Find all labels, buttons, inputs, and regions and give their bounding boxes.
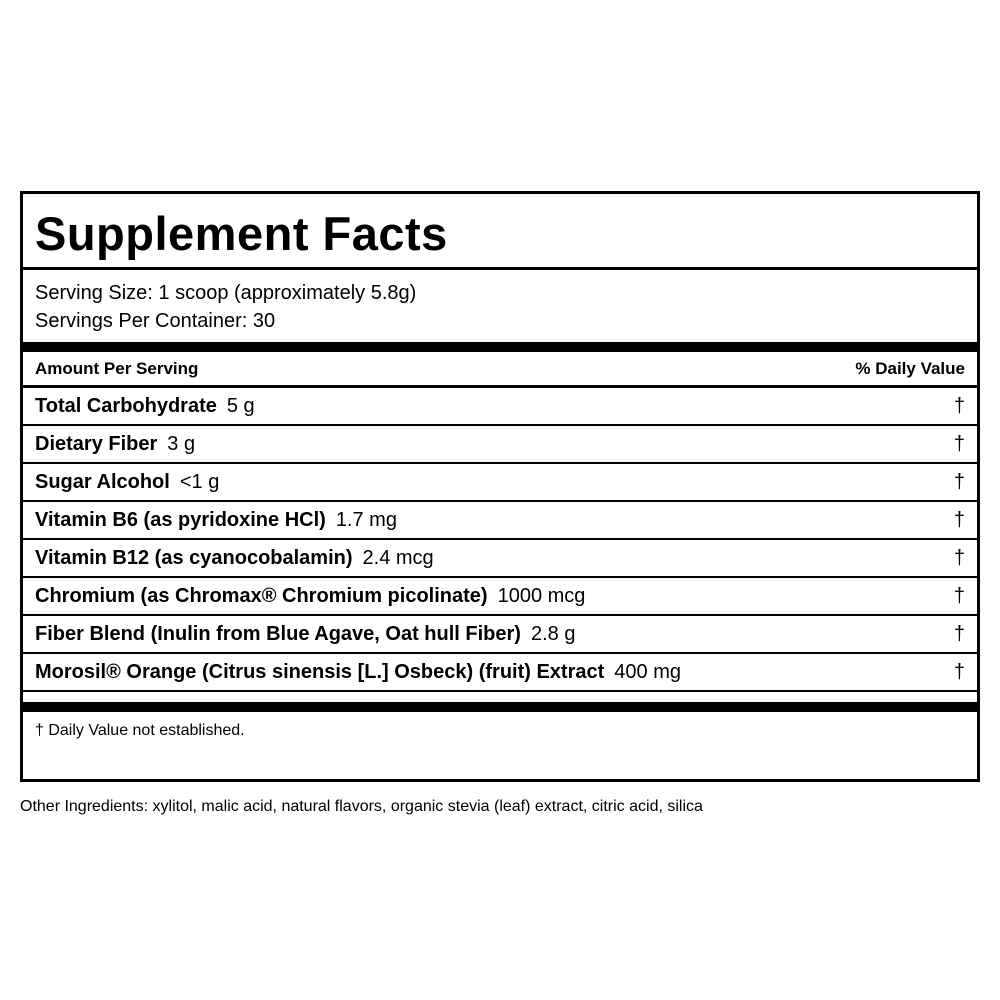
nutrient-name: Chromium (as Chromax® Chromium picolinate) 1000 mcg — [35, 585, 586, 607]
nutrient-dv: † — [953, 509, 965, 531]
title-box — [23, 194, 977, 270]
nutrient-name: Dietary Fiber 3 g — [35, 433, 196, 455]
nutrient-dv: † — [953, 547, 965, 569]
servings-per-container: Servings Per Container: 30 — [35, 310, 276, 332]
column-header-row — [23, 352, 977, 388]
supplement-facts-panel — [20, 191, 980, 782]
amount-per-serving-header: Amount Per Serving — [35, 359, 199, 378]
footnote-box — [23, 712, 977, 782]
nutrient-amount: 5 g — [226, 395, 255, 417]
nutrient-row — [23, 502, 977, 540]
nutrient-name: Vitamin B6 (as pyridoxine HCl) 1.7 mg — [35, 509, 397, 531]
nutrient-amount: 2.8 g — [530, 623, 576, 645]
nutrient-row — [23, 654, 977, 692]
nutrient-name: Fiber Blend (Inulin from Blue Agave, Oat hull Fiber) 2.8 g — [35, 623, 576, 645]
nutrient-amount: <1 g — [179, 471, 220, 493]
panel-title: Supplement Facts — [35, 207, 448, 260]
nutrient-row — [23, 464, 977, 502]
nutrient-name: Total Carbohydrate 5 g — [35, 395, 255, 417]
nutrient-amount: 1000 mcg — [497, 585, 586, 607]
nutrient-amount: 3 g — [167, 433, 196, 455]
nutrient-amount: 2.4 mcg — [362, 547, 434, 569]
nutrient-dv: † — [953, 661, 965, 683]
nutrient-name: Sugar Alcohol <1 g — [35, 471, 220, 493]
nutrient-row — [23, 540, 977, 578]
nutrient-amount: 400 mg — [614, 661, 681, 683]
nutrient-dv: † — [953, 585, 965, 607]
nutrient-row — [23, 616, 977, 654]
nutrient-dv: † — [953, 471, 965, 493]
footnote-text: † Daily Value not established. — [35, 722, 245, 739]
thick-divider — [23, 342, 977, 352]
nutrient-dv: † — [953, 395, 965, 417]
nutrient-amount: 1.7 mg — [335, 509, 397, 531]
thick-divider-bottom — [23, 702, 977, 712]
nutrient-row — [23, 426, 977, 464]
nutrient-row — [23, 388, 977, 426]
other-ingredients: Other Ingredients: xylitol, malic acid, natural flavors, organic stevia (leaf) extract, citric acid, silica — [20, 798, 703, 815]
nutrient-dv: † — [953, 433, 965, 455]
nutrient-row — [23, 578, 977, 616]
serving-info — [23, 270, 977, 342]
nutrient-name: Morosil® Orange (Citrus sinensis [L.] Osbeck) (fruit) Extract 400 mg — [35, 661, 681, 683]
nutrient-name: Vitamin B12 (as cyanocobalamin) 2.4 mcg — [35, 547, 434, 569]
daily-value-header: % Daily Value — [855, 359, 965, 378]
row-spacer — [23, 692, 977, 702]
nutrient-dv: † — [953, 623, 965, 645]
serving-size: Serving Size: 1 scoop (approximately 5.8g) — [35, 282, 417, 304]
